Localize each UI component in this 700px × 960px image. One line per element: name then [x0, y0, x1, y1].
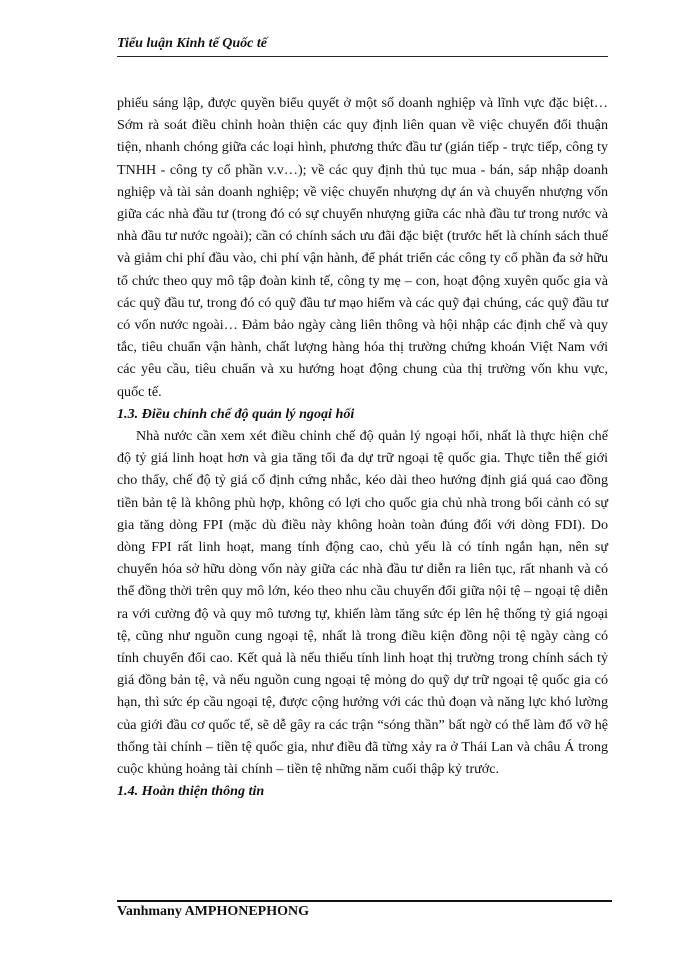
footer-divider — [117, 900, 612, 902]
body-paragraph: Nhà nước cần xem xét điều chỉnh chế độ quản lý ngoại hối, nhất là thực hiện chế độ tỷ giá linh hoạt hơn và gia tăng tối đa dự trữ ngoại tệ quốc gia. Thực tiễn thế giới cho thấy, chế độ tỷ giá cố định cứng nhắc, kéo dài theo hướng định giá quá cao đồng tiền bản tệ là không phù hợp, không có lợi cho quốc gia chủ nhà trong bối cảnh có sự gia tăng dòng FPI (mặc dù điều này không hoàn toàn đúng đối với dòng FDI). Do dòng FPI rất linh hoạt, mang tính động cao, chủ yếu là có tính ngắn hạn, nên sự chuyển hóa sở hữu dòng vốn này giữa các nhà đầu tư diễn ra liên tục, rất nhanh và có thể đồng thời trên quy mô lớn, kéo theo nhu cầu chuyển đổi giữa nội tệ – ngoại tệ diễn ra với cường độ và quy mô tương tự, khiến làm tăng sức ép lên hệ thống tỷ giá ngoại tệ, cũng như nguồn cung ngoại tệ, nhất là trong điều kiện đồng nội tệ ngày càng có tính chuyển đổi cao. Kết quả là nếu thiếu tính linh hoạt thị trường trong chính sách tỷ giá đồng bản tệ, và nếu nguồn cung ngoại tệ mỏng do quỹ dự trữ ngoại tệ quốc gia có hạn, thì sức ép cầu ngoại tệ, được cộng hưởng với các thủ đoạn và năng lực khó lường của giới đầu cơ quốc tế, sẽ dễ gây ra các trận “sóng thần” bất ngờ có thể làm đổ vỡ hệ thống tài chính – tiền tệ quốc gia, như điều đã từng xảy ra ở Thái Lan và châu Á trong cuộc khủng hoảng tài chính – tiền tệ những năm cuối thập kỷ trước. — [117, 428, 608, 778]
header-divider — [117, 56, 608, 57]
page-header-title: Tiểu luận Kinh tế Quốc tế — [117, 36, 268, 51]
section-heading-1-3: 1.3. Điều chỉnh chế độ quản lý ngoại hối — [117, 405, 355, 422]
body-paragraph: phiếu sáng lập, được quyền biểu quyết ở một số doanh nghiệp và lĩnh vực đặc biệt… Sớm rà soát điều chỉnh hoàn thiện các quy định liên quan về việc chuyển đổi thuận tiện, nhanh chóng giữa các loại hình, phương thức đầu tư (gián tiếp - trực tiếp, công ty TNHH - công ty cổ phần v.v…); về các quy định thủ tục mua - bán, sáp nhập doanh nghiệp và tài sản doanh nghiệp; về việc chuyển nhượng dự án và chuyển nhượng vốn giữa các nhà đầu tư (trong đó có sự chuyển nhượng giữa các nhà đầu tư trong nước và nhà đầu tư nước ngoài); cần có chính sách ưu đãi đặc biệt (trước hết là chính sách thuế và giảm chi phí đầu vào, chi phí vận hành, để phát triển các công ty cổ phần đa sở hữu tổ chức theo quy mô tập đoàn kinh tế, công ty mẹ – con, hoạt động xuyên quốc gia và các quỹ đầu tư, trong đó có quỹ đầu tư mạo hiểm và các quỹ đại chúng, các quỹ đầu tư có vốn nước ngoài… Đảm bảo ngày càng liên thông và hội nhập các định chế và quy tắc, tiêu chuẩn vận hành, chất lượng hàng hóa thị trường chứng khoán Việt Nam với các yêu cầu, tiêu chuẩn và xu hướng hoạt động chung của thị trường vốn khu vực, quốc tế. — [117, 95, 608, 400]
document-body — [117, 92, 608, 803]
section-heading-1-4: 1.4. Hoàn thiện thông tin — [117, 783, 265, 800]
page-footer-author: Vanhmany AMPHONEPHONG — [117, 904, 310, 919]
